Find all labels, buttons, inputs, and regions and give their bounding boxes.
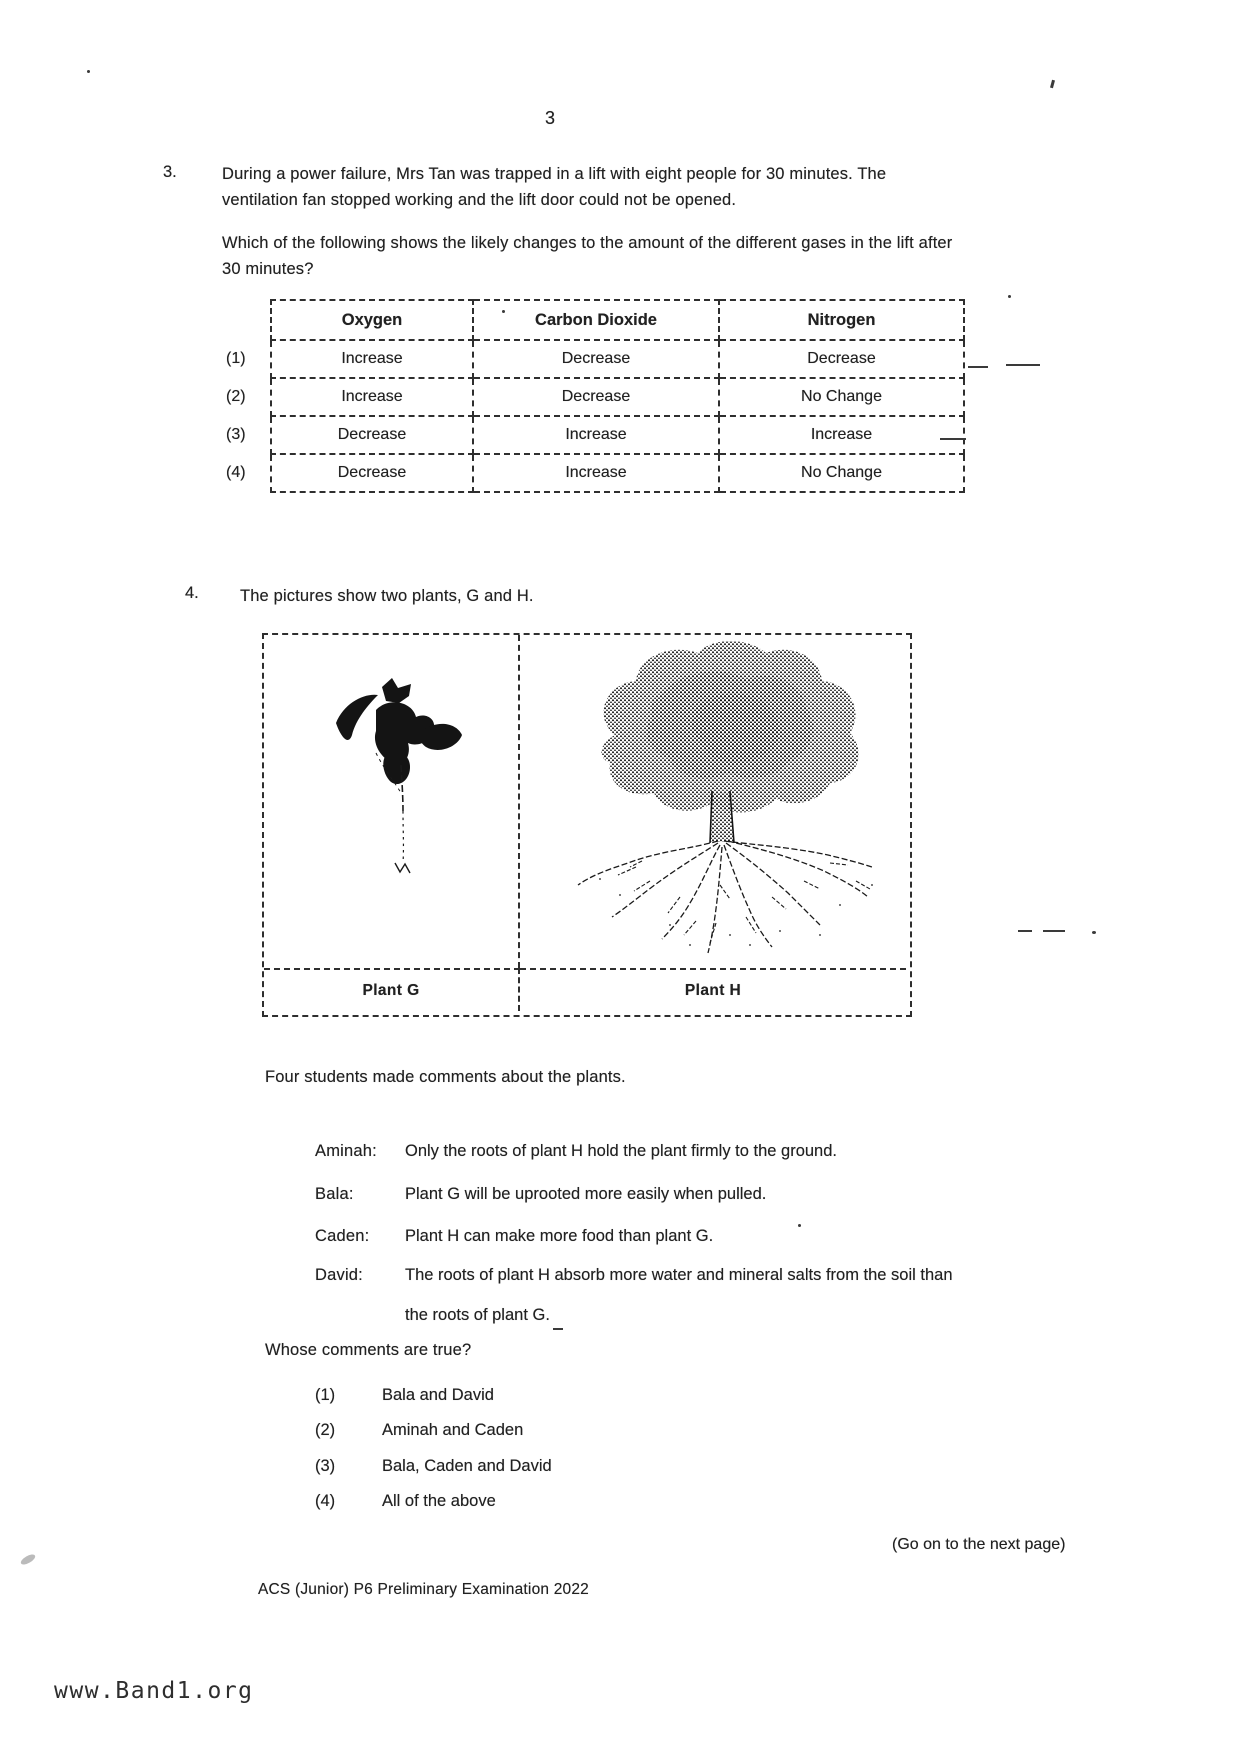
table-cell: Increase bbox=[271, 340, 473, 378]
student-name: David: bbox=[315, 1266, 363, 1284]
student-name: Bala: bbox=[315, 1185, 354, 1203]
scan-artifact bbox=[553, 1328, 563, 1330]
scan-artifact bbox=[1043, 930, 1065, 932]
plant-g-drawing bbox=[264, 635, 520, 968]
scan-artifact bbox=[87, 70, 90, 73]
table-cell: Increase bbox=[473, 454, 719, 492]
question3-text: During a power failure, Mrs Tan was trapped in a lift with eight people for 30 minutes. The ventilation fan stopped working and the lift door could not be opened. bbox=[222, 165, 887, 209]
option-label: (3) bbox=[315, 1457, 336, 1475]
scan-artifact bbox=[968, 366, 988, 368]
gas-table bbox=[226, 299, 965, 493]
scan-artifact bbox=[1050, 80, 1055, 89]
student-name: Caden: bbox=[315, 1227, 370, 1245]
student-comment: Plant G will be uprooted more easily when pulled. bbox=[405, 1185, 767, 1203]
plant-h-label: Plant H bbox=[520, 968, 906, 1011]
student-comment: Only the roots of plant H hold the plant firmly to the ground. bbox=[405, 1142, 837, 1160]
column-header-oxygen: Oxygen bbox=[271, 300, 473, 340]
table-row bbox=[226, 454, 964, 492]
student-comment: Plant H can make more food than plant G. bbox=[405, 1227, 714, 1245]
option-text: Aminah and Caden bbox=[382, 1421, 524, 1439]
option-4 bbox=[315, 1492, 802, 1511]
scan-artifact bbox=[19, 1552, 36, 1566]
row-label: (1) bbox=[226, 350, 246, 367]
row-label: (4) bbox=[226, 464, 246, 481]
comment-caden bbox=[315, 1223, 953, 1249]
option-label: (1) bbox=[315, 1386, 336, 1404]
question4-prompt: Whose comments are true? bbox=[265, 1341, 472, 1359]
row-label: (3) bbox=[226, 426, 246, 443]
question4-intro: The pictures show two plants, G and H. bbox=[240, 587, 534, 605]
table-cell: Increase bbox=[473, 416, 719, 454]
column-header-carbon-dioxide: Carbon Dioxide bbox=[473, 300, 719, 340]
table-row bbox=[226, 416, 964, 454]
plant-h-drawing bbox=[520, 635, 906, 968]
question3-prompt: Which of the following shows the likely changes to the amount of the different gases in the lift after 30 minutes? bbox=[222, 234, 953, 278]
table-cell: Increase bbox=[719, 416, 964, 454]
table-header-row bbox=[226, 300, 964, 340]
table-cell: No Change bbox=[719, 378, 964, 416]
page-number: 3 bbox=[544, 108, 555, 128]
table-cell: Increase bbox=[271, 378, 473, 416]
question3-number: 3. bbox=[163, 163, 177, 181]
table-cell: Decrease bbox=[271, 416, 473, 454]
exam-footer: ACS (Junior) P6 Preliminary Examination 2022 bbox=[258, 1581, 589, 1598]
scan-artifact bbox=[798, 1224, 801, 1227]
comment-david bbox=[315, 1255, 953, 1335]
option-text: All of the above bbox=[382, 1492, 496, 1510]
table-cell: Decrease bbox=[473, 340, 719, 378]
option-2 bbox=[315, 1421, 802, 1440]
scan-artifact bbox=[1092, 931, 1096, 934]
plant-g-panel bbox=[264, 635, 520, 968]
plants-figure bbox=[262, 633, 912, 1017]
scan-artifact bbox=[1008, 295, 1011, 298]
option-text: Bala and David bbox=[382, 1386, 494, 1404]
scan-artifact bbox=[940, 438, 966, 440]
table-cell: Decrease bbox=[719, 340, 964, 378]
option-label: (2) bbox=[315, 1421, 336, 1439]
student-name: Aminah: bbox=[315, 1142, 377, 1160]
table-cell: No Change bbox=[719, 454, 964, 492]
scan-artifact bbox=[1006, 364, 1040, 366]
comment-aminah bbox=[315, 1138, 953, 1164]
scan-artifact bbox=[1018, 930, 1032, 932]
option-1 bbox=[315, 1386, 802, 1405]
option-label: (4) bbox=[315, 1492, 336, 1510]
table-row bbox=[226, 378, 964, 416]
option-3 bbox=[315, 1457, 802, 1476]
comment-bala bbox=[315, 1181, 953, 1207]
comments-intro: Four students made comments about the plants. bbox=[265, 1068, 626, 1086]
table-cell: Decrease bbox=[473, 378, 719, 416]
table-row bbox=[226, 340, 964, 378]
watermark: www.Band1.org bbox=[54, 1678, 254, 1704]
table-cell: Decrease bbox=[271, 454, 473, 492]
column-header-nitrogen: Nitrogen bbox=[719, 300, 964, 340]
question4-number: 4. bbox=[185, 584, 199, 602]
scan-artifact bbox=[502, 310, 505, 313]
option-text: Bala, Caden and David bbox=[382, 1457, 552, 1475]
row-label: (2) bbox=[226, 388, 246, 405]
plant-h-panel bbox=[520, 635, 906, 968]
plant-g-label: Plant G bbox=[264, 968, 520, 1011]
next-page-note: (Go on to the next page) bbox=[892, 1536, 1066, 1553]
student-comment: The roots of plant H absorb more water and mineral salts from the soil than the roots of plant G. bbox=[405, 1266, 953, 1324]
